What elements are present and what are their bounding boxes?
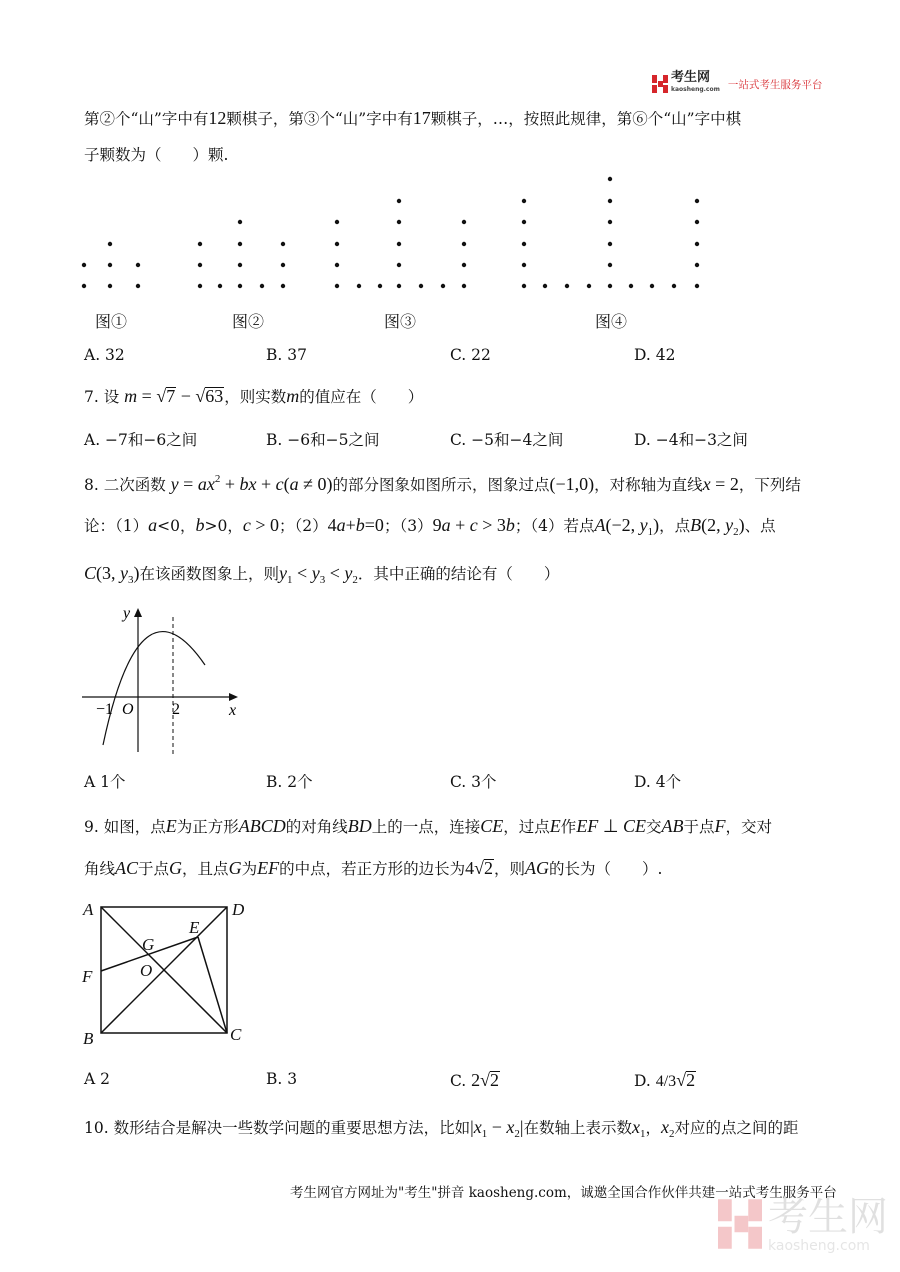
- math-variable: A: [594, 515, 606, 535]
- text-segment: 论：（1）: [84, 517, 149, 535]
- radical: √63: [195, 386, 224, 406]
- math-variable: G: [169, 858, 183, 878]
- watermark-logo-icon: [718, 1195, 762, 1253]
- q8-option-a[interactable]: A 1个: [84, 773, 126, 791]
- math-text: +: [450, 515, 470, 535]
- subscript: 1: [639, 1128, 646, 1140]
- chess-piece-dot-fig4: [695, 284, 699, 288]
- text-segment: 作: [560, 818, 577, 836]
- math-variable: ABCD: [238, 816, 286, 836]
- math-text: |: [470, 1117, 474, 1137]
- math-variable: y: [725, 515, 734, 535]
- math-variable: b: [505, 515, 515, 535]
- subscript: 1: [481, 1128, 488, 1140]
- figure-label-4: 图④: [595, 312, 628, 331]
- q7-option-b[interactable]: B. −6和−5之间: [266, 431, 380, 449]
- math-text: 9: [432, 515, 442, 535]
- math-variable: y: [279, 563, 288, 583]
- text-segment: ，点: [659, 517, 691, 535]
- point-label-o: O: [140, 961, 153, 980]
- subscript: 1: [287, 574, 293, 586]
- math-variable: a: [289, 474, 299, 494]
- text-segment: 为正方形: [176, 818, 239, 836]
- math-variable: c: [275, 474, 284, 494]
- math-text: > 3: [477, 515, 506, 535]
- tick-label-2: 2: [172, 701, 180, 718]
- math-variable: E: [549, 816, 561, 836]
- figure-label-2: 图②: [232, 312, 265, 331]
- math-text: ): [133, 563, 140, 583]
- math-text: +: [256, 474, 276, 494]
- chess-piece-dot-fig4: [522, 284, 526, 288]
- math-variable: x: [473, 1117, 482, 1137]
- math-variable: c: [469, 515, 478, 535]
- q10-line-1: [84, 1116, 799, 1145]
- text-segment: 在数轴上表示数: [523, 1119, 632, 1137]
- math-variable: AG: [525, 858, 549, 878]
- math-variable: m: [124, 386, 138, 406]
- text-segment: ，对称轴为直线: [594, 476, 703, 494]
- math-variable: y: [120, 563, 129, 583]
- text-segment: 对应的点之间的距: [674, 1119, 799, 1137]
- chess-piece-dot-fig4: [522, 242, 526, 246]
- subscript: 2: [669, 1128, 675, 1140]
- subscript: 2: [733, 526, 739, 538]
- math-variable: AC: [115, 858, 139, 878]
- math-text: (−2,: [605, 515, 640, 535]
- text-segment: 交: [646, 818, 662, 836]
- subscript: 1: [647, 526, 654, 538]
- chess-piece-dot-fig3: [335, 220, 339, 224]
- point-label-a: A: [83, 900, 94, 919]
- text-segment: 角线: [84, 860, 116, 878]
- header-slogan: 一站式考生服务平台: [727, 78, 823, 91]
- q7-option-a[interactable]: A. −7和−6之间: [84, 431, 198, 449]
- text-segment: 的中点，若正方形的边长为: [279, 860, 466, 878]
- math-text: (2,: [701, 515, 726, 535]
- chess-piece-dot-fig3: [462, 263, 466, 267]
- text-segment: ，且点: [182, 860, 229, 878]
- radical: √7: [156, 386, 176, 406]
- logo-domain: kaosheng.com: [671, 86, 720, 93]
- superscript: 2: [214, 473, 221, 485]
- math-text: <: [292, 563, 312, 583]
- math-variable: a: [336, 515, 346, 535]
- chess-piece-dot-fig4: [522, 220, 526, 224]
- chess-piece-dot-fig3: [462, 242, 466, 246]
- radical: √2: [676, 1070, 696, 1090]
- math-text: (3,: [96, 563, 121, 583]
- q9-square-figure: [0, 0, 300, 1060]
- tick-label-neg1: −1: [96, 701, 114, 718]
- point-label-d: D: [232, 900, 245, 919]
- footer-text: 考生网官方网址为"考生"拼音 kaosheng.com，诚邀全国合作伙伴共建一站式考生服务平台: [290, 1185, 837, 1201]
- math-text: > 0: [250, 515, 279, 535]
- math-text: ): [738, 515, 745, 535]
- math-variable: EF: [576, 816, 599, 836]
- math-text: (−1,0): [549, 474, 595, 494]
- q9-option-a[interactable]: [84, 1070, 110, 1088]
- q9-option-b[interactable]: [266, 1070, 297, 1088]
- chess-piece-dot-fig4: [608, 177, 612, 181]
- text-segment: 上的一点，连接: [371, 818, 481, 836]
- math-variable: AB: [661, 816, 684, 836]
- chess-piece-dot-fig4: [629, 284, 633, 288]
- text-segment: 颗棋子，…，按照此规律，第⑥个“山”字中棋: [430, 110, 742, 128]
- math-text: (: [283, 474, 290, 494]
- chess-piece-dot-fig4: [587, 284, 591, 288]
- chess-piece-dot-fig3: [462, 284, 466, 288]
- watermark-domain: kaosheng.com: [768, 1238, 870, 1254]
- chess-piece-dot-fig4: [565, 284, 569, 288]
- chess-piece-dot-fig4: [608, 242, 612, 246]
- text-segment: >0，: [204, 517, 243, 535]
- text-segment: ．其中正确的结论有（ ）: [357, 565, 560, 583]
- math-text: 4: [465, 858, 475, 878]
- math-variable: x: [506, 1117, 515, 1137]
- math-text: =0: [364, 515, 384, 535]
- chess-piece-dot-fig4: [608, 199, 612, 203]
- q8-option-d[interactable]: D. 4个: [634, 773, 682, 791]
- chess-piece-dot-fig4: [695, 220, 699, 224]
- point-label-e: E: [189, 918, 200, 937]
- math-text: |: [519, 1117, 524, 1137]
- math-variable: c: [242, 515, 251, 535]
- q9-option-c[interactable]: [450, 1070, 500, 1091]
- chess-piece-dot-fig4: [608, 220, 612, 224]
- chess-piece-dot-fig3: [462, 220, 466, 224]
- math-variable: m: [286, 386, 300, 406]
- math-text: 2: [471, 1070, 481, 1090]
- q6-option-b[interactable]: B. 37: [266, 346, 307, 364]
- figure-label-3: 图③: [384, 312, 417, 331]
- q6-option-a[interactable]: A. 32: [84, 346, 125, 364]
- chess-piece-dot-fig3: [378, 284, 382, 288]
- text-segment: ，过点: [503, 818, 550, 836]
- math-variable: C: [84, 563, 97, 583]
- text-segment: 的长为（ ）.: [549, 860, 663, 878]
- math-text: ⊥: [598, 816, 623, 836]
- chess-piece-dot-fig4: [522, 199, 526, 203]
- logo-name: 考生网: [671, 70, 711, 85]
- subscript: 2: [514, 1128, 520, 1140]
- origin-label: O: [122, 701, 134, 718]
- q6-option-d[interactable]: D. 42: [634, 346, 676, 364]
- subscript: 3: [319, 574, 326, 586]
- point-label-f: F: [82, 967, 93, 986]
- math-variable: a: [441, 515, 451, 535]
- point-label-b: B: [83, 1029, 94, 1048]
- math-variable: b: [195, 515, 205, 535]
- text-segment: D.: [634, 1072, 656, 1090]
- text-segment: 颗棋子，第③个“山”字中有: [226, 110, 413, 128]
- point-label-c: C: [230, 1025, 242, 1044]
- chess-piece-dot-fig3: [397, 220, 401, 224]
- math-variable: y: [639, 515, 648, 535]
- text-segment: 、点: [744, 517, 776, 535]
- math-text: ): [653, 515, 660, 535]
- chess-piece-dot-fig3: [335, 284, 339, 288]
- math-variable: a: [148, 515, 158, 535]
- text-segment: 10. 数形结合是解决一些数学问题的重要思想方法，比如: [84, 1119, 471, 1137]
- q9-option-d[interactable]: [634, 1070, 696, 1091]
- math-text: = 2: [710, 474, 739, 494]
- radical: √2: [480, 1070, 500, 1090]
- chess-piece-dot-fig3: [397, 263, 401, 267]
- chess-piece-dot-fig3: [335, 263, 339, 267]
- q7-option-d[interactable]: D. −4和−3之间: [634, 431, 748, 449]
- math-text: 17: [412, 108, 431, 128]
- math-text: =: [178, 474, 198, 494]
- math-text: +: [345, 515, 356, 535]
- chess-piece-dot-fig4: [543, 284, 547, 288]
- text-segment: 在该函数图象上，则: [139, 565, 280, 583]
- math-text: =: [137, 386, 157, 406]
- chess-piece-dot-fig4: [522, 263, 526, 267]
- math-variable: bx: [239, 474, 257, 494]
- watermark-name: 考生网: [768, 1194, 888, 1240]
- chess-piece-dot-fig4: [695, 242, 699, 246]
- figure-label-1: 图①: [95, 312, 128, 331]
- math-variable: EF: [257, 858, 280, 878]
- text-segment: 子颗数为（ ）颗.: [84, 146, 229, 164]
- math-variable: B: [690, 515, 702, 535]
- chess-piece-dot-fig3: [335, 242, 339, 246]
- text-segment: ；（2）: [279, 517, 328, 535]
- text-segment: ，则: [493, 860, 525, 878]
- math-variable: y: [344, 563, 353, 583]
- text-segment: ，则实数: [224, 388, 287, 406]
- q8-option-b[interactable]: B. 2个: [266, 773, 313, 791]
- math-variable: ax: [197, 474, 215, 494]
- chess-piece-dot-fig4: [695, 199, 699, 203]
- x-axis-label: x: [229, 702, 237, 719]
- math-variable: y: [311, 563, 320, 583]
- text-segment: ，交对: [725, 818, 773, 836]
- radical: √2: [474, 858, 493, 878]
- text-segment: 的部分图象如图所示，图象过点: [332, 476, 550, 494]
- chess-piece-dot-fig4: [608, 263, 612, 267]
- watermark-text: [768, 1195, 888, 1253]
- math-variable: x: [631, 1117, 640, 1137]
- text-segment: C.: [450, 1072, 472, 1090]
- math-variable: F: [714, 816, 726, 836]
- text-segment: A 2: [84, 1070, 110, 1088]
- text-segment: ；（3）: [383, 517, 433, 535]
- point-label-g: G: [142, 935, 155, 954]
- math-variable: BD: [347, 816, 372, 836]
- math-variable: E: [165, 816, 177, 836]
- subscript: 3: [128, 574, 134, 586]
- text-segment: 9. 如图，点: [84, 818, 166, 836]
- math-text: +: [220, 474, 240, 494]
- math-text: 12: [208, 108, 227, 128]
- chess-piece-dot-fig4: [672, 284, 676, 288]
- chess-piece-dot-fig4: [695, 263, 699, 267]
- chess-piece-dot-fig3: [441, 284, 445, 288]
- q8-option-c[interactable]: C. 3个: [450, 773, 497, 791]
- q6-option-c[interactable]: C. 22: [450, 346, 491, 364]
- math-variable: b: [355, 515, 365, 535]
- watermark: [718, 1195, 888, 1253]
- text-segment: 为: [241, 860, 258, 878]
- math-text: −: [176, 386, 196, 406]
- math-text: ≠ 0): [298, 474, 333, 494]
- math-variable: y: [170, 474, 179, 494]
- text-segment: <0，: [157, 517, 196, 535]
- text-segment: 于点: [683, 818, 715, 836]
- math-variable: x: [661, 1117, 669, 1137]
- text-segment: B. 3: [266, 1070, 298, 1088]
- q7-option-c[interactable]: C. −5和−4之间: [450, 431, 564, 449]
- chess-piece-dot-fig3: [397, 199, 401, 203]
- text-segment: ，下列结: [738, 476, 801, 494]
- math-variable: CE: [623, 816, 647, 836]
- text-segment: ，: [645, 1119, 661, 1137]
- subscript: 2: [352, 574, 358, 586]
- math-text: −: [487, 1117, 507, 1137]
- chess-piece-dot-fig3: [397, 242, 401, 246]
- chess-piece-dot-fig4: [650, 284, 654, 288]
- math-variable: CE: [480, 816, 504, 836]
- y-axis-label: y: [123, 605, 131, 622]
- math-text: <: [325, 563, 345, 583]
- text-segment: 7. 设: [84, 388, 125, 406]
- text-segment: 第②个“山”字中有: [84, 110, 209, 128]
- text-segment: 于点: [138, 860, 170, 878]
- text-segment: 的对角线: [285, 818, 348, 836]
- chess-piece-dot-fig3: [397, 284, 401, 288]
- text-segment: ；（4）若点: [514, 517, 595, 535]
- chess-piece-dot-fig3: [419, 284, 423, 288]
- chess-piece-dot-fig3: [357, 284, 361, 288]
- math-variable: x: [702, 474, 711, 494]
- math-variable: G: [228, 858, 242, 878]
- chess-piece-dot-fig4: [608, 284, 612, 288]
- text-segment: 的值应在（ ）: [299, 388, 424, 406]
- fraction: 4/3: [655, 1073, 677, 1090]
- math-text: 4: [327, 515, 337, 535]
- text-segment: 8. 二次函数: [84, 476, 171, 494]
